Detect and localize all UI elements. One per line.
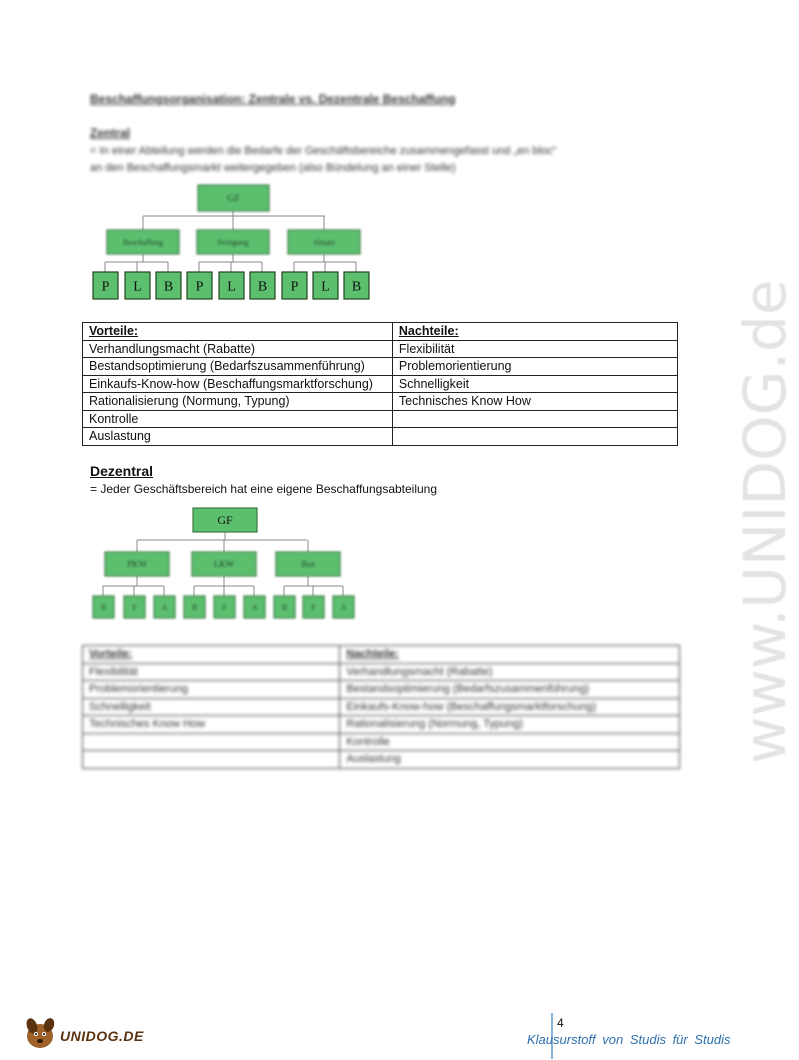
org-leaf-box (244, 596, 265, 618)
table-row (83, 716, 680, 734)
table-row (83, 375, 678, 393)
org-leaf-box (124, 596, 145, 618)
org-branch-box (105, 552, 169, 576)
table-cell (83, 733, 340, 751)
org-branch-box (197, 230, 269, 254)
table-cell: Flexibilität (392, 340, 677, 358)
org-leaf-box-label: F (311, 602, 316, 612)
org-branch-box (192, 552, 256, 576)
org-leaf-box-label: F (132, 602, 137, 612)
page-title: Beschaffungsorganisation: Zentrale vs. Dezentrale Beschaffung (90, 92, 456, 106)
org-branch-box-label: Beschaffung (122, 237, 164, 247)
org-leaf-box (187, 272, 212, 299)
org-leaf-box (274, 596, 295, 618)
table-row (83, 428, 678, 446)
table-cell: Verhandlungsmacht (Rabatte) (340, 663, 680, 681)
org-leaf-box-label: A (251, 602, 258, 612)
org-root-box-label: GF (217, 513, 233, 528)
page-number: 4 (557, 1016, 564, 1030)
table-cell: Technisches Know How (392, 393, 677, 411)
table-cell: Schnelligkeit (83, 698, 340, 716)
org-leaf-box (93, 596, 114, 618)
table-cell: Rationalisierung (Normung, Typung) (83, 393, 393, 411)
table-zentral (82, 322, 678, 446)
table-row (83, 358, 678, 376)
org-leaf-box-label: B (351, 279, 362, 295)
org-leaf-box (303, 596, 324, 618)
org-root-box (193, 508, 257, 532)
table-cell: Rationalisierung (Normung, Typung) (340, 716, 680, 734)
dezentral-description: = Jeder Geschäftsbereich hat eine eigene Beschaffungsabteilung (90, 482, 438, 496)
table-row (83, 340, 678, 358)
table-cell: Verhandlungsmacht (Rabatte) (83, 340, 393, 358)
org-leaf-box (125, 272, 150, 299)
org-leaf-box-label: P (101, 279, 110, 295)
table-cell: Bestandsoptimierung (Bedarfszusammenführung) (340, 681, 680, 699)
org-branch-box-label: Absatz (312, 237, 336, 247)
org-branch-box (288, 230, 360, 254)
table-row (83, 698, 680, 716)
zentral-description-line-2: an den Beschaffungsmarkt weitergegeben (also Bündelung an einer Stelle) (90, 162, 456, 174)
org-leaf-box-label: B (191, 602, 198, 612)
header-nachteile: Nachteile: (392, 323, 677, 341)
table-row (83, 410, 678, 428)
table-cell: Kontrolle (83, 410, 393, 428)
table-header-row (83, 646, 680, 664)
header-vorteile: Vorteile: (83, 323, 393, 341)
org-leaf-box (93, 272, 118, 299)
table-cell (83, 751, 340, 769)
org-branch-box-label: Bus (300, 559, 316, 570)
org-branch-box (107, 230, 179, 254)
table-cell: Einkaufs-Know-how (Beschaffungsmarktforschung) (340, 698, 680, 716)
org-leaf-box-label: L (321, 279, 330, 295)
org-leaf-box-label: B (163, 279, 174, 295)
header-vorteile: Vorteile: (83, 646, 340, 664)
org-leaf-box (250, 272, 275, 299)
section-heading-zentral: Zentral (90, 126, 131, 140)
org-leaf-box-label: P (195, 279, 204, 295)
org-leaf-box (154, 596, 175, 618)
table-cell (392, 410, 677, 428)
table-cell: Kontrolle (340, 733, 680, 751)
table-row (83, 681, 680, 699)
table-cell: Schnelligkeit (392, 375, 677, 393)
dog-logo-icon (20, 1012, 64, 1052)
org-leaf-box-label: F (222, 602, 227, 612)
org-leaf-box-label: P (290, 279, 299, 295)
table-cell: Problemorientierung (392, 358, 677, 376)
table-cell (392, 428, 677, 446)
table-cell: Problemorientierung (83, 681, 340, 699)
header-nachteile: Nachteile: (340, 646, 680, 664)
org-leaf-box-label: B (100, 602, 107, 612)
org-root-box (198, 185, 269, 211)
org-leaf-box-label: B (281, 602, 288, 612)
org-leaf-box-label: B (257, 279, 268, 295)
footer-tagline: Klausurstoff von Studis für Studis (527, 1032, 731, 1047)
logo-text[interactable]: UNIDOG.DE (60, 1028, 144, 1044)
org-leaf-box (333, 596, 354, 618)
table-row (83, 733, 680, 751)
org-leaf-box (156, 272, 181, 299)
table-row (83, 663, 680, 681)
org-leaf-box (282, 272, 307, 299)
org-leaf-box-label: A (340, 602, 347, 612)
org-leaf-box-label: A (161, 602, 168, 612)
table-header-row (83, 323, 678, 341)
org-branch-box-label: LKW (213, 559, 235, 570)
zentral-description-line-1: = In einer Abteilung werden die Bedarfe der Geschäftsbereiche zusammengefasst und „en bloc“ (90, 145, 557, 157)
org-branch-box-label: Fertigung (217, 237, 249, 247)
table-cell: Auslastung (83, 428, 393, 446)
table-cell: Flexibilität (83, 663, 340, 681)
org-leaf-box-label: L (227, 279, 236, 295)
table-row (83, 751, 680, 769)
org-leaf-box-label: L (133, 279, 142, 295)
table-row (83, 393, 678, 411)
org-root-box-label: GF (227, 193, 240, 205)
org-leaf-box (344, 272, 369, 299)
table-cell: Einkaufs-Know-how (Beschaffungsmarktforschung) (83, 375, 393, 393)
watermark: www.UNIDOG.de (731, 279, 799, 764)
org-leaf-box (214, 596, 235, 618)
org-branch-box (276, 552, 340, 576)
table-cell: Technisches Know How (83, 716, 340, 734)
org-leaf-box (313, 272, 338, 299)
org-branch-box-label: PKW (127, 559, 147, 570)
section-heading-dezentral: Dezentral (90, 463, 154, 479)
org-leaf-box (219, 272, 244, 299)
org-leaf-box (184, 596, 205, 618)
table-dezentral (82, 645, 680, 769)
table-cell: Bestandsoptimierung (Bedarfszusammenführung) (83, 358, 393, 376)
table-cell: Auslastung (340, 751, 680, 769)
